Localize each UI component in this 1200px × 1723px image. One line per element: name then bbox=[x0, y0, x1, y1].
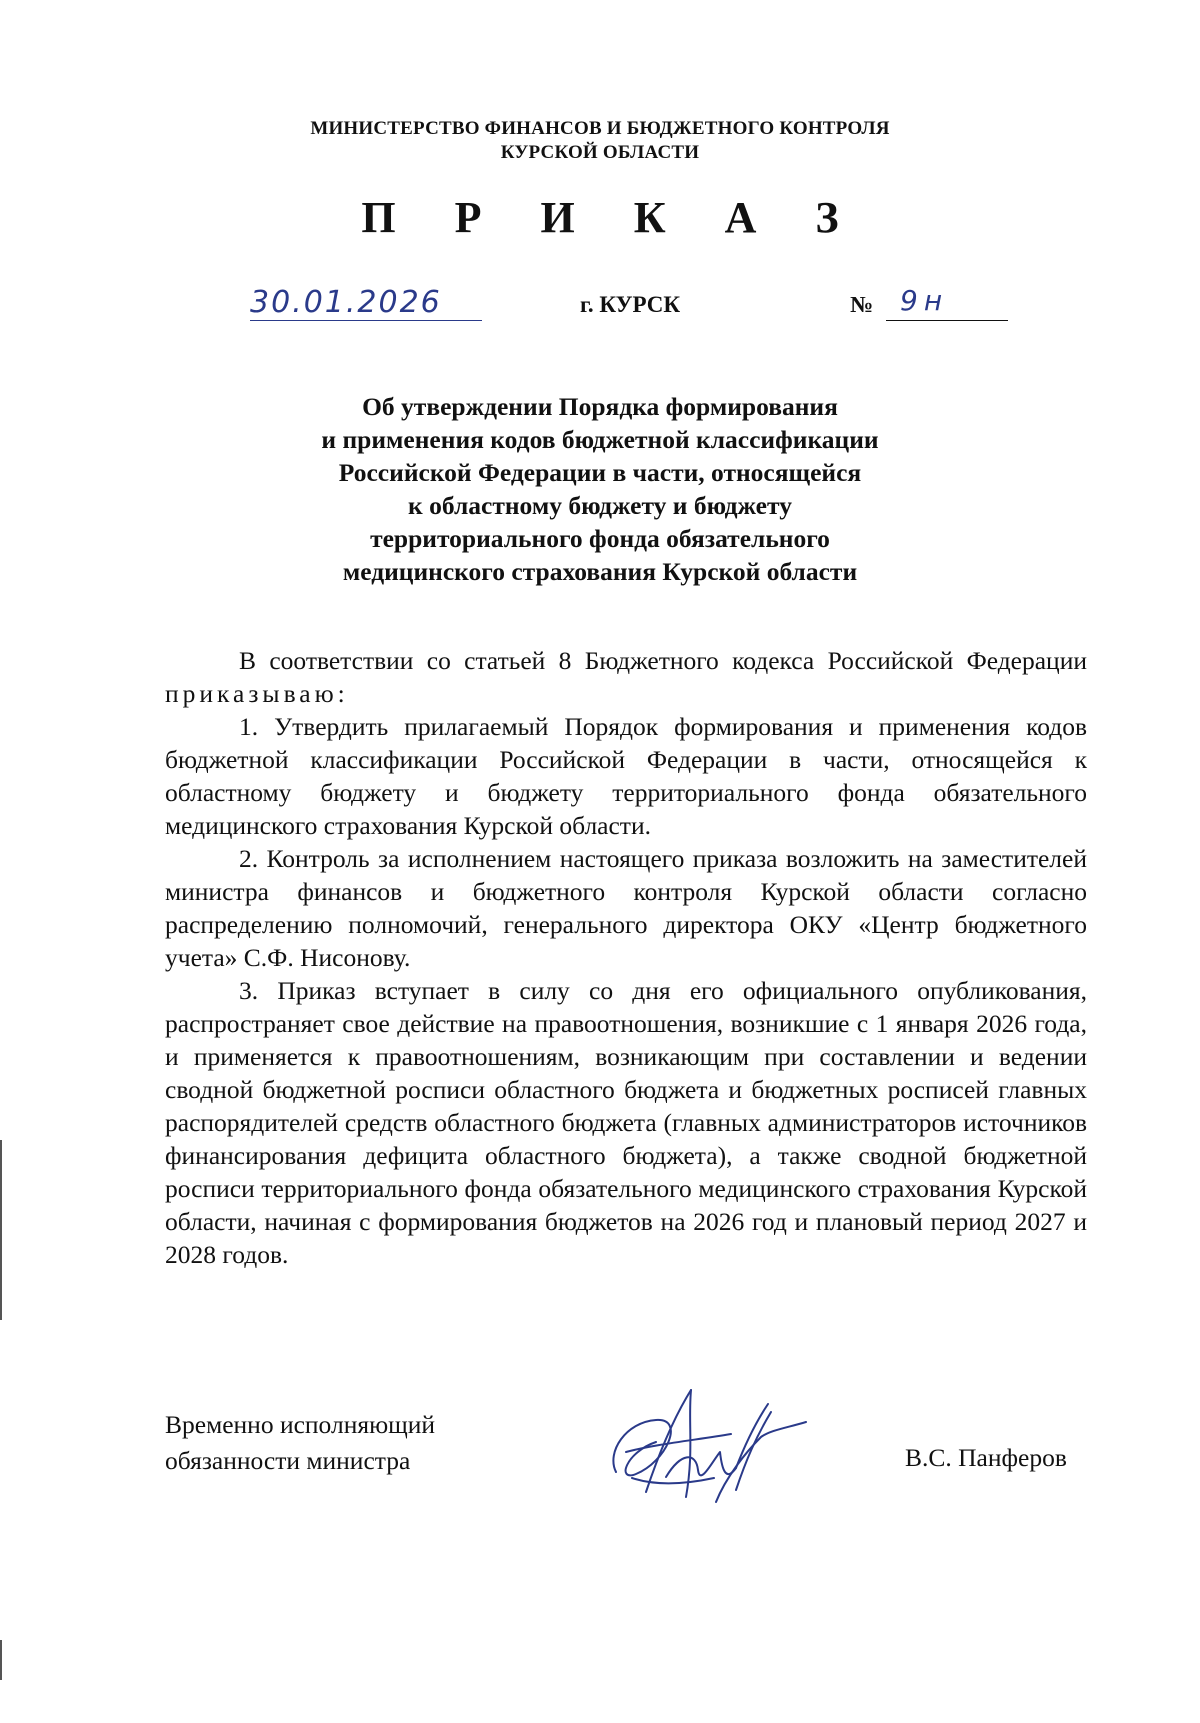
order-heading bbox=[0, 390, 1200, 588]
order-city: г. КУРСК bbox=[580, 292, 681, 317]
heading-line: и применения кодов бюджетной классификации bbox=[321, 425, 879, 454]
order-number-handwritten: 9н bbox=[900, 284, 949, 317]
handwritten-signature bbox=[596, 1382, 816, 1522]
heading-line: территориального фонда обязательного bbox=[370, 524, 830, 553]
organization-name-line1: МИНИСТЕРСТВО ФИНАНСОВ И БЮДЖЕТНОГО КОНТРОЛЯ bbox=[310, 118, 890, 139]
signatory-position bbox=[165, 1407, 435, 1479]
signatory-position-line2: обязанности министра bbox=[165, 1446, 411, 1475]
signatory-position-line1: Временно исполняющий bbox=[165, 1410, 436, 1439]
scan-edge-mark bbox=[0, 1640, 2, 1680]
organization-name-line2: КУРСКОЙ ОБЛАСТИ bbox=[500, 142, 700, 163]
order-date-handwritten: 30.01.2026 bbox=[250, 288, 482, 321]
preamble-text: В соответствии со статьей 8 Бюджетного кодекса Российской Федерации bbox=[239, 646, 1087, 675]
preamble-paragraph bbox=[165, 644, 1087, 710]
clause-2: 2. Контроль за исполнением настоящего приказа возложить на заместителей министра финансов и бюджетного контроля Курской области согласно распределению полномочий, генерального директора ОКУ «Центр бюджетного учета» С.Ф. Нисонову. bbox=[165, 844, 1087, 972]
clause-1: 1. Утвердить прилагаемый Порядок формирования и применения кодов бюджетной классификации Российской Федерации в части, относящейся к областному бюджету и бюджету территориального фонда обязательного медицинского страхования Курской области. bbox=[165, 712, 1087, 840]
clause-3: 3. Приказ вступает в силу со дня его официального опубликования, распространяет свое действие на правоотношения, возникшие с 1 января 2026 года, и применяется к правоотношениям, возникающим при составлении и ведении сводной бюджетной росписи областного бюджета и бюджетных росписей главных распорядителей средств областного бюджета (главных администраторов источников финансирования дефицита областного бюджета), а также сводной бюджетной росписи территориального фонда обязательного медицинского страхования Курской области, начиная с формирования бюджетов на 2026 год и плановый период 2027 и 2028 годов. bbox=[165, 976, 1087, 1269]
order-number-label: № bbox=[850, 292, 874, 317]
document-type-title: П Р И К А З bbox=[361, 193, 863, 242]
heading-line: медицинского страхования Курской области bbox=[342, 557, 858, 586]
order-body bbox=[165, 644, 1087, 1271]
scan-edge-mark bbox=[0, 1140, 2, 1320]
heading-line: Об утверждении Порядка формирования bbox=[362, 392, 838, 421]
heading-line: к областному бюджету и бюджету bbox=[408, 491, 792, 520]
order-number-field bbox=[886, 286, 1008, 321]
order-word: приказываю: bbox=[165, 679, 349, 708]
heading-line: Российской Федерации в части, относящейся bbox=[338, 458, 862, 487]
signatory-name: В.С. Панферов bbox=[905, 1443, 1067, 1472]
